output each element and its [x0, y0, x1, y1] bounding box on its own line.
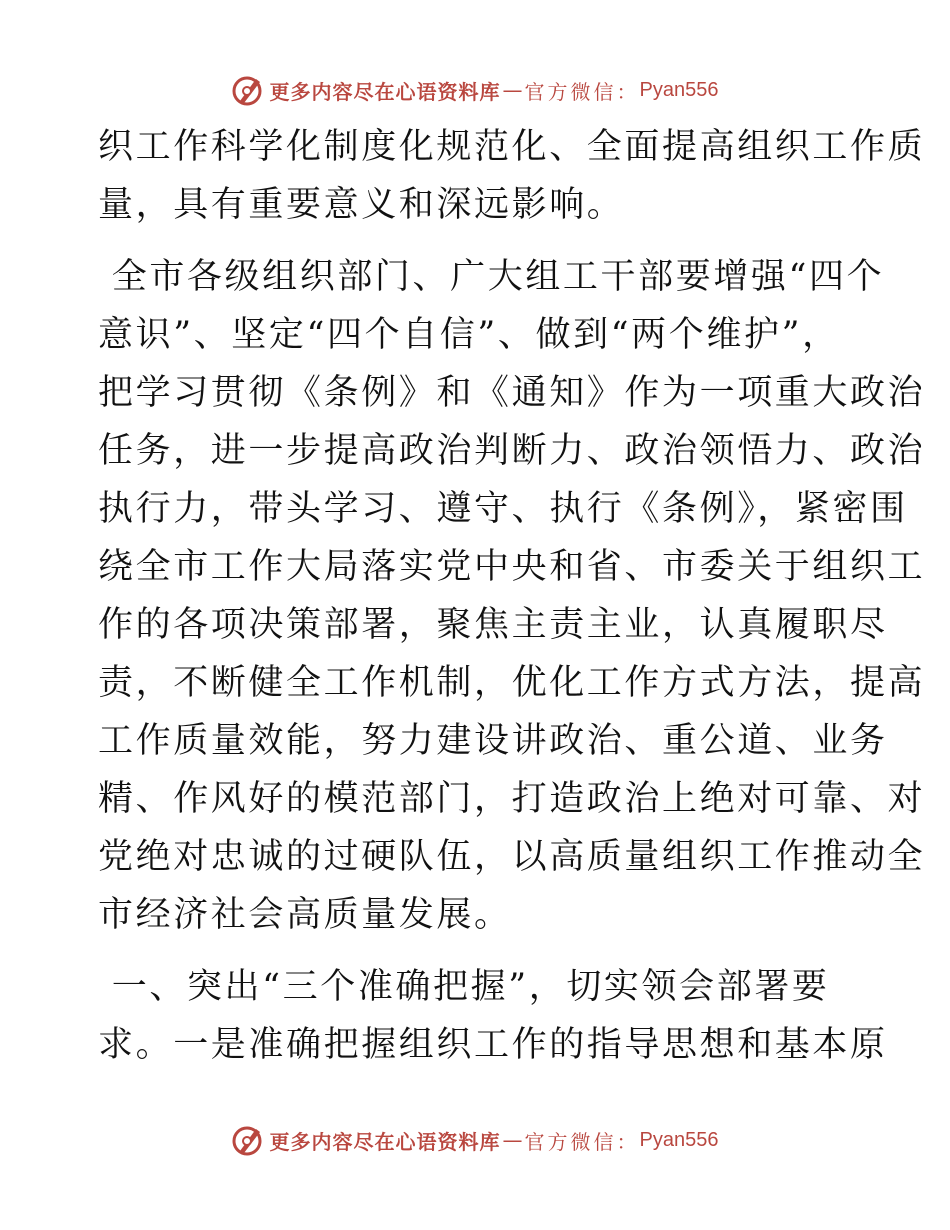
paragraph-line: 执行力，带头学习、遵守、执行《条例》，紧密围	[98, 489, 908, 529]
header-wechat-label: 官方微信：	[524, 79, 640, 104]
paragraph-line: 绕全市工作大局落实党中央和省、市委关于组织工	[98, 547, 926, 587]
document-body	[98, 118, 926, 1074]
paragraph-2	[98, 248, 926, 944]
paragraph-line: 把学习贯彻《条例》和《通知》作为一项重大政治	[98, 373, 926, 413]
header-wechat-id: Pyan556	[639, 78, 719, 101]
quill-pen-icon	[232, 73, 266, 107]
paragraph-line: 一、突出“三个准确把握”，切实领会部署要	[98, 967, 830, 1007]
paragraph-line: 织工作科学化制度化规范化、全面提高组织工作质	[98, 127, 926, 167]
paragraph-line: 求。一是准确把握组织工作的指导思想和基本原	[98, 1025, 888, 1065]
paragraph-1	[98, 118, 926, 234]
paragraph-line: 责，不断健全工作机制，优化工作方式方法，提高	[98, 663, 926, 703]
header-brand-text: 更多内容尽在心语资料库	[269, 79, 501, 104]
paragraph-line: 党绝对忠诚的过硬队伍，以高质量组织工作推动全	[98, 837, 926, 877]
paragraph-line: 作的各项决策部署，聚焦主责主业，认真履职尽	[98, 605, 888, 645]
header-dash: —	[502, 78, 523, 102]
footer-brand-text: 更多内容尽在心语资料库	[269, 1129, 501, 1154]
footer-dash: —	[502, 1128, 523, 1152]
footer-wechat-id: Pyan556	[639, 1128, 719, 1151]
paragraph-line: 量，具有重要意义和深远影响。	[98, 185, 625, 225]
paragraph-line: 全市各级组织部门、广大组工干部要增强“四个	[98, 257, 885, 297]
paragraph-line: 精、作风好的模范部门，打造政治上绝对可靠、对	[98, 779, 926, 819]
header-banner	[0, 70, 950, 110]
quill-pen-icon	[232, 1123, 266, 1157]
footer-wechat-label: 官方微信：	[524, 1129, 640, 1154]
paragraph-line: 意识”、坚定“四个自信”、做到“两个维护”，	[98, 315, 840, 355]
paragraph-line: 市经济社会高质量发展。	[98, 895, 512, 935]
paragraph-line: 任务，进一步提高政治判断力、政治领悟力、政治	[98, 431, 926, 471]
paragraph-3	[98, 958, 888, 1074]
paragraph-line: 工作质量效能，努力建设讲政治、重公道、业务	[98, 721, 888, 761]
footer-banner	[0, 1120, 950, 1160]
